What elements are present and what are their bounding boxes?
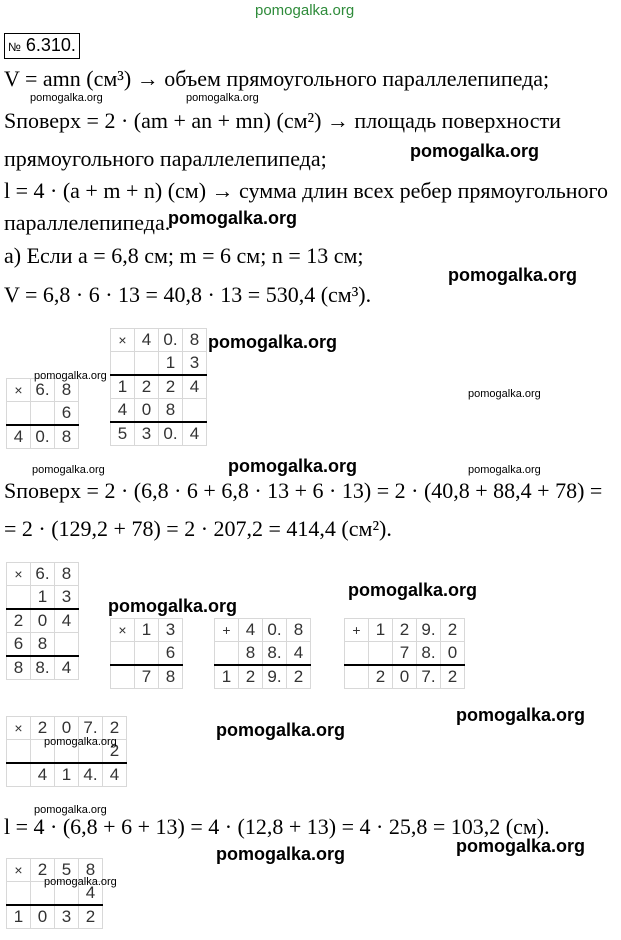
calc-digit: 9. [417, 619, 441, 642]
calc-digit: 6. [31, 563, 55, 586]
watermark-small: pomogalka.org [30, 92, 103, 104]
calc-digit: 0. [263, 619, 287, 642]
calc-row [7, 633, 79, 657]
calc-digit: 2 [369, 665, 393, 689]
watermark: pomogalka.org [456, 836, 586, 856]
watermark: pomogalka.org [348, 580, 478, 600]
calc-digit: 2 [239, 665, 263, 689]
calc-digit: 1 [31, 586, 55, 610]
calc-digit [7, 402, 31, 426]
calc-digit: × [7, 563, 31, 586]
calc-digit: × [111, 619, 135, 642]
watermark-small: pomogalka.org [186, 92, 259, 104]
calc-digit: 7. [79, 717, 103, 740]
calc-digit: 0 [135, 399, 159, 423]
calc-digit: 8 [55, 379, 79, 402]
watermark-small: pomogalka.org [32, 464, 105, 476]
calc-digit: 3 [159, 619, 183, 642]
calc-digit [135, 352, 159, 376]
calc-row [111, 329, 207, 352]
watermark: pomogalka.org [216, 844, 346, 864]
calc-digit: + [215, 619, 239, 642]
formula-edges: l = 4 · (a + m + n) (см) → сумма длин всех ребер прямоугольного [4, 178, 609, 203]
calc-digit: 1 [55, 763, 79, 787]
calc-digit: 0 [393, 665, 417, 689]
calc-digit: × [7, 859, 31, 882]
watermark-small: pomogalka.org [468, 464, 541, 476]
calc-digit: 2 [441, 665, 465, 689]
calc-row [7, 763, 127, 787]
calc-digit: 3 [183, 352, 207, 376]
calc-digit: 6 [55, 402, 79, 426]
calc-row [215, 665, 311, 689]
calc-digit [111, 352, 135, 376]
calc-digit: 2 [135, 375, 159, 399]
volume-calc: V = 6,8 · 6 · 13 = 40,8 · 13 = 530,4 (см³). [4, 282, 372, 307]
calc-digit: 6. [31, 379, 55, 402]
calc-digit: 8 [31, 633, 55, 657]
calc-digit: 2 [79, 905, 103, 929]
calc-table-5 [214, 618, 311, 689]
calc-table-6 [344, 618, 465, 689]
calc-digit: 4 [111, 399, 135, 423]
calc-digit: × [7, 717, 31, 740]
calc-digit: 1 [111, 375, 135, 399]
calc-digit: 2 [31, 717, 55, 740]
calc-digit: 7 [393, 642, 417, 666]
calc-digit [7, 763, 31, 787]
calc-row [7, 425, 79, 449]
calc-row [111, 375, 207, 399]
edges-calc: l = 4 · (6,8 + 6 + 13) = 4 · (12,8 + 13) = 4 · 25,8 = 103,2 (см). [4, 814, 550, 839]
calc-digit: 8 [7, 656, 31, 680]
calc-digit [7, 740, 31, 764]
calc-digit: 8 [239, 642, 263, 666]
calc-digit: 2 [7, 609, 31, 633]
calc-digit: 4 [7, 425, 31, 449]
watermark: pomogalka.org [448, 265, 578, 285]
calc-digit: 2 [287, 665, 311, 689]
calc-digit: 4 [55, 609, 79, 633]
calc-digit [183, 399, 207, 423]
calc-digit: 1 [369, 619, 393, 642]
formula-volume: V = amn (см³) → объем прямоугольного параллелепипеда; [4, 66, 550, 91]
calc-digit [7, 882, 31, 906]
calc-row [7, 563, 79, 586]
calc-row [215, 619, 311, 642]
calc-digit: 8. [263, 642, 287, 666]
watermark: pomogalka.org [108, 596, 238, 616]
calc-digit [55, 633, 79, 657]
calc-digit: 0. [159, 422, 183, 446]
calc-digit: 4 [183, 422, 207, 446]
calc-digit: 3 [135, 422, 159, 446]
calc-digit: 2 [393, 619, 417, 642]
calc-digit: 4 [287, 642, 311, 666]
calc-row [7, 609, 79, 633]
watermark-small: pomogalka.org [44, 876, 117, 888]
calc-digit: 4 [31, 763, 55, 787]
calc-digit: 8 [287, 619, 311, 642]
calc-digit: 2 [103, 740, 127, 764]
calc-row [7, 656, 79, 680]
watermark-small: pomogalka.org [44, 736, 117, 748]
formula-surface-cont: прямоугольного параллелепипеда; [4, 146, 327, 171]
calc-digit: 2 [31, 859, 55, 882]
calc-row [7, 905, 103, 929]
calc-table-2 [110, 328, 207, 446]
calc-row [7, 402, 79, 426]
watermark: pomogalka.org [456, 705, 586, 725]
surface-calc-cont: = 2 · (129,2 + 78) = 2 · 207,2 = 414,4 (см²). [4, 516, 392, 541]
surface-calc: Sповерх = 2 · (6,8 · 6 + 6,8 · 13 + 6 · 13) = 2 · (40,8 + 88,4 + 78) = [4, 478, 603, 503]
calc-digit: × [111, 329, 135, 352]
watermark: pomogalka.org [410, 141, 540, 161]
calc-digit: 4 [103, 763, 127, 787]
calc-table-8 [6, 858, 103, 929]
calc-digit: 7 [135, 665, 159, 689]
calc-digit: 2 [103, 717, 127, 740]
calc-digit: 4 [79, 882, 103, 906]
watermark: pomogalka.org [228, 456, 358, 476]
watermark-small: pomogalka.org [468, 388, 541, 400]
calc-digit: 4. [79, 763, 103, 787]
calc-digit: 8 [55, 425, 79, 449]
calc-digit: 9. [263, 665, 287, 689]
number-sign: № [8, 40, 21, 54]
calc-row [111, 352, 207, 376]
calc-digit: 8. [417, 642, 441, 666]
calc-table-4 [110, 618, 183, 689]
calc-digit [345, 665, 369, 689]
calc-row [7, 586, 79, 610]
calc-digit: 8 [183, 329, 207, 352]
calc-digit: 0 [31, 905, 55, 929]
calc-digit: 3 [55, 586, 79, 610]
problem-number [4, 33, 80, 59]
watermark-small: pomogalka.org [34, 804, 107, 816]
calc-digit: 5 [111, 422, 135, 446]
calc-row [215, 642, 311, 666]
calc-digit: 8. [31, 656, 55, 680]
calc-digit: 6 [7, 633, 31, 657]
calc-digit [369, 642, 393, 666]
calc-digit: 0. [159, 329, 183, 352]
calc-row [111, 422, 207, 446]
watermark-small: pomogalka.org [34, 370, 107, 382]
calc-table-7 [6, 716, 127, 787]
calc-digit [31, 402, 55, 426]
calc-digit [345, 642, 369, 666]
calc-row [345, 642, 465, 666]
calc-digit: 2 [441, 619, 465, 642]
calc-row [111, 619, 183, 642]
formula-surface: Sповерх = 2 · (am + an + mn) (см²) → площадь поверхности [4, 108, 561, 133]
watermark-top: pomogalka.org [255, 2, 355, 19]
watermark: pomogalka.org [168, 208, 298, 228]
calc-table-1 [6, 378, 79, 449]
calc-digit: 8 [55, 563, 79, 586]
calc-row [111, 642, 183, 666]
calc-digit: 1 [135, 619, 159, 642]
formula-edges-cont: параллелепипеда. [4, 210, 171, 235]
calc-digit: 5 [55, 859, 79, 882]
calc-digit: 6 [159, 642, 183, 666]
calc-digit [135, 642, 159, 666]
given-values: а) Если a = 6,8 см; m = 6 см; n = 13 см; [4, 243, 364, 268]
calc-digit: 4 [239, 619, 263, 642]
calc-digit: 0 [55, 717, 79, 740]
calc-digit [111, 642, 135, 666]
calc-row [345, 665, 465, 689]
calc-digit: 7. [417, 665, 441, 689]
calc-digit: + [345, 619, 369, 642]
calc-digit: 3 [55, 905, 79, 929]
calc-row [345, 619, 465, 642]
calc-digit: 2 [159, 375, 183, 399]
calc-digit: 1 [159, 352, 183, 376]
calc-digit: 4 [183, 375, 207, 399]
calc-digit: 1 [7, 905, 31, 929]
calc-row [111, 399, 207, 423]
calc-digit: 4 [55, 656, 79, 680]
calc-digit: 0 [31, 609, 55, 633]
problem-number-value: 6.310. [25, 35, 76, 55]
calc-row [111, 665, 183, 689]
calc-digit: × [7, 379, 31, 402]
calc-digit: 8 [159, 665, 183, 689]
calc-digit: 0 [441, 642, 465, 666]
calc-digit: 1 [215, 665, 239, 689]
calc-digit: 8 [79, 859, 103, 882]
calc-digit [215, 642, 239, 666]
calc-digit [111, 665, 135, 689]
watermark: pomogalka.org [216, 720, 346, 740]
watermark: pomogalka.org [208, 332, 338, 352]
calc-digit: 8 [159, 399, 183, 423]
calc-table-3 [6, 562, 79, 680]
calc-digit: 0. [31, 425, 55, 449]
calc-digit: 4 [135, 329, 159, 352]
calc-digit [7, 586, 31, 610]
